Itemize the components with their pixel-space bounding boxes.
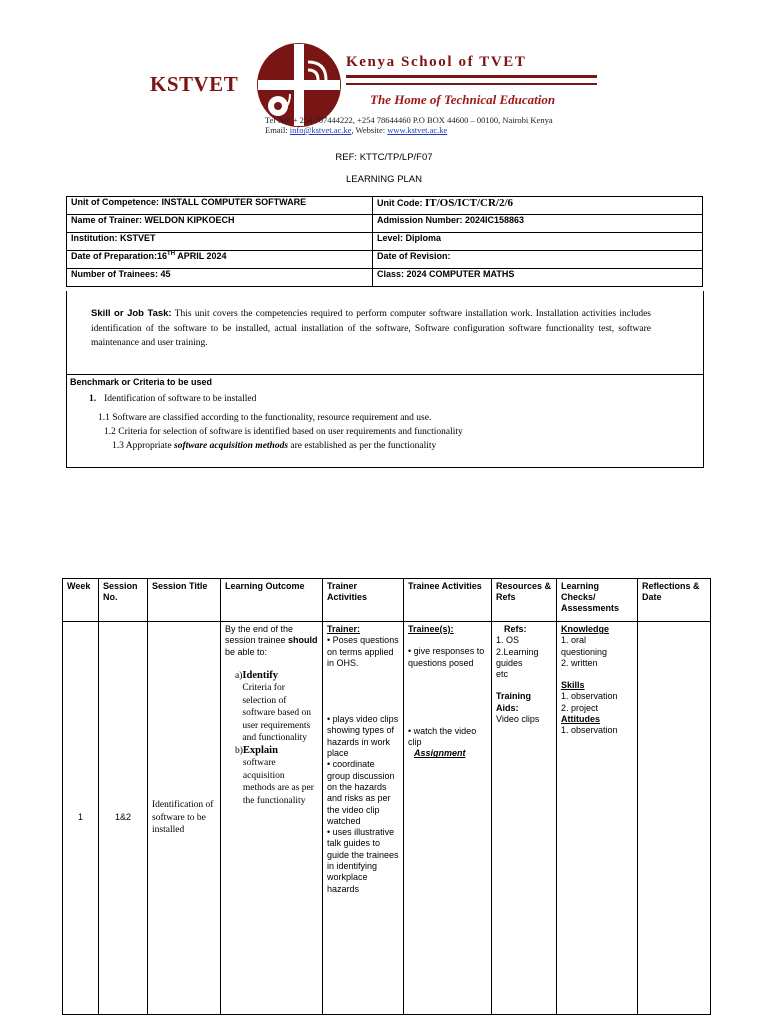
session-title-cell: Identification of software to be installed — [148, 622, 221, 1015]
col-resources: Resources & Refs — [492, 579, 557, 622]
contact-email-web: Email: info@kstvet.ac.ke, Website: www.kstvet.ac.ke — [265, 125, 448, 135]
col-trainee-activities: Trainee Activities — [404, 579, 492, 622]
section-divider — [66, 374, 703, 375]
header-rule-thin — [346, 83, 597, 85]
email-link[interactable]: info@kstvet.ac.ke — [289, 125, 352, 135]
list-item: 1. observation — [561, 691, 618, 702]
brand-wordmark: KSTVET — [150, 72, 239, 96]
trainer-heading: Trainer: — [327, 624, 361, 634]
document-title: LEARNING PLAN — [345, 174, 423, 185]
assignment-label: Assignment — [414, 748, 466, 759]
attitudes-heading: Attitudes — [561, 714, 600, 725]
trainee-heading: Trainee(s): — [408, 624, 454, 634]
school-name: Kenya School of TVET — [346, 54, 527, 70]
col-learning-outcome: Learning Outcome — [221, 579, 323, 622]
outcome-intro: By the end of the session trainee should be able to: — [225, 624, 318, 657]
unit-of-competence: Unit of Competence: INSTALL COMPUTER SOFTWARE — [67, 197, 373, 215]
list-item: 2. project — [561, 702, 599, 713]
info-row — [67, 197, 703, 215]
knowledge-heading: Knowledge — [561, 624, 610, 634]
outcome-b: b) Explain software acquisition methods are as per the functionality — [235, 744, 314, 806]
admission-number: Admission Number: 2024IC158863 — [373, 215, 703, 233]
training-aids-heading: Training Aids: — [496, 691, 532, 713]
level: Level: Diploma — [373, 233, 703, 251]
list-item: 2. written — [561, 657, 598, 668]
info-table — [66, 196, 703, 287]
benchmark-sub-2: 1.2 Criteria for selection of software is identified based on user requirements and functionality — [104, 427, 463, 437]
session-no-cell: 1&2 — [99, 622, 148, 1015]
info-row — [67, 233, 703, 251]
institution: Institution: KSTVET — [67, 233, 373, 251]
week-cell: 1 — [63, 622, 99, 1015]
benchmark-title: Benchmark or Criteria to be used — [70, 377, 213, 387]
number-of-trainees: Number of Trainees: 45 — [67, 269, 373, 287]
learning-plan-table — [62, 578, 711, 1015]
document-ref: REF: KTTC/TP/LP/F07 — [335, 152, 433, 163]
unit-code: Unit Code: IT/OS/ICT/CR/2/6 — [373, 197, 703, 215]
list-item: 2.Learning guides — [496, 646, 539, 668]
training-aids-value: Video clips — [496, 714, 540, 725]
table-header-row — [63, 579, 711, 622]
refs-heading: Refs: — [504, 624, 527, 634]
list-item: • give responses to questions posed — [408, 646, 485, 668]
contact-phone-address: Tel No: + 254 707444222, +254 78644460 P.O BOX 44600 – 00100, Nairobi Kenya — [265, 115, 553, 125]
table-row — [63, 622, 711, 1015]
trainer-name: Name of Trainer: WELDON KIPKOECH — [67, 215, 373, 233]
outcome-a: a) Identify Criteria for selection of software based on user requirements and functionality — [235, 669, 311, 744]
list-item: • plays video clips showing types of hazards in work place — [327, 714, 399, 759]
list-item: • watch the video clip — [408, 725, 477, 748]
list-item: etc — [496, 669, 509, 680]
trainer-activities-cell — [323, 622, 404, 1015]
skill-job-task: Skill or Job Task: This unit covers the competencies required to perform computer software installation work. Installation activities includes identification of the software to be installed, actual installation of the software, Software configuration software functionality test, software maintenance and user training. — [91, 308, 651, 348]
benchmark-sub-1: 1.1 Software are classified according to the functionality, resource requirement and use. — [98, 413, 432, 423]
contact-info — [265, 115, 553, 135]
col-reflections: Reflections & Date — [638, 579, 711, 622]
header-rule — [346, 75, 597, 78]
date-of-preparation: Date of Preparation:16TH APRIL 2024 — [67, 251, 373, 269]
col-learning-checks: Learning Checks/ Assessments — [557, 579, 638, 622]
col-week: Week — [63, 579, 99, 622]
col-session-no: Session No. — [99, 579, 148, 622]
trainee-activities-cell — [404, 622, 492, 1015]
date-of-revision: Date of Revision: — [373, 251, 703, 269]
benchmark-sub-3: 1.3 Appropriate software acquisition methods are established as per the functionality — [112, 441, 437, 451]
reflections-cell — [638, 622, 711, 1015]
list-item: • Poses questions on terms applied in OHS. — [327, 635, 399, 668]
list-item: 1. observation — [561, 725, 618, 736]
benchmark-item-1: 1. Identification of software to be installed — [89, 394, 257, 404]
info-row — [67, 215, 703, 233]
info-row — [67, 269, 703, 287]
list-item: 1. OS — [496, 635, 520, 646]
resources-cell — [492, 622, 557, 1015]
col-trainer-activities: Trainer Activities — [323, 579, 404, 622]
list-item: • uses illustrative talk guides to guide the trainees in identifying workplace hazards — [327, 827, 399, 894]
skills-heading: Skills — [561, 680, 585, 691]
website-link[interactable]: www.kstvet.ac.ke — [387, 125, 448, 135]
col-session-title: Session Title — [148, 579, 221, 622]
list-item: 1. oral questioning — [561, 635, 608, 657]
learning-outcome-cell — [221, 622, 323, 1015]
info-row — [67, 251, 703, 269]
list-item: • coordinate group discussion on the hazards and risks as per the video clip watched — [327, 759, 395, 826]
class: Class: 2024 COMPUTER MATHS — [373, 269, 703, 287]
learning-checks-cell — [557, 622, 638, 1015]
school-tagline: The Home of Technical Education — [370, 92, 556, 107]
